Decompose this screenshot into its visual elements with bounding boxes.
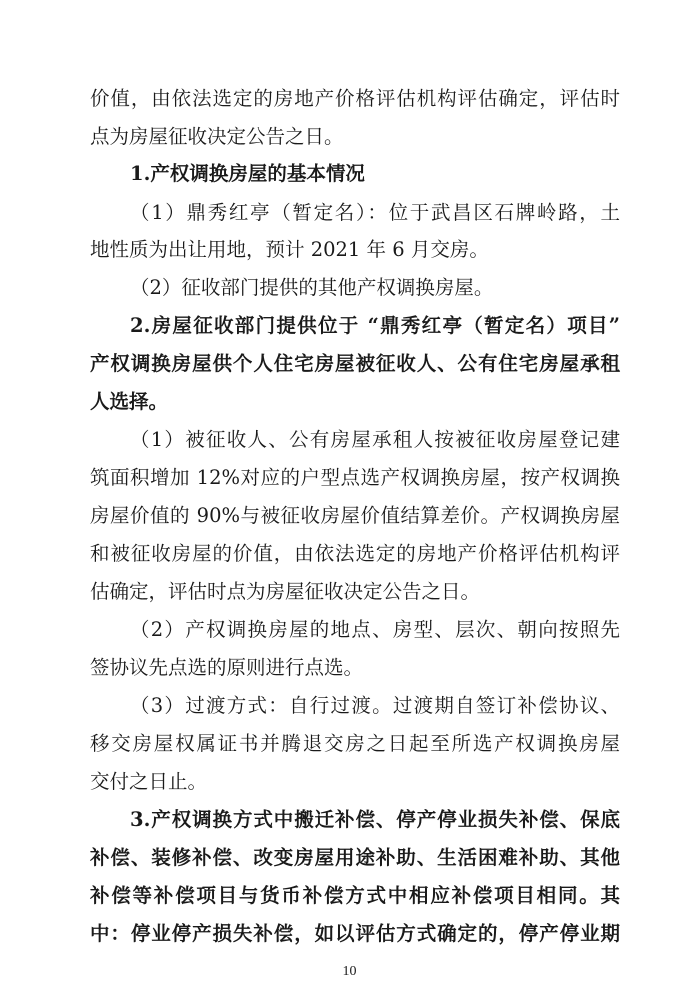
body-text-line: 点为房屋征收决定公告之日。 [90,125,344,148]
body-text-line: （1）被征收人、公有房屋承租人按被征收房屋登记建 [130,428,620,451]
section-heading: 中：停业停产损失补偿，如以评估方式确定的，停产停业期 [90,922,620,945]
page-number: 10 [342,964,357,979]
body-text-line: 估确定，评估时点为房屋征收决定公告之日。 [90,580,481,603]
section-heading: 补偿、装修补偿、改变房屋用途补助、生活困难补助、其他 [90,846,620,869]
body-text-line: 地性质为出让用地，预计 2021 年 6 月交房。 [90,238,489,261]
section-heading: 人选择。 [90,390,169,413]
body-text-line: 移交房屋权属证书并腾退交房之日起至所选产权调换房屋 [90,732,620,755]
section-heading: 2.房屋征收部门提供位于 “鼎秀红亭（暂定名）项目” [130,314,620,337]
body-text-line: （1）鼎秀红亭（暂定名）：位于武昌区石牌岭路，土 [130,201,620,224]
body-text-line: （2）征收部门提供的其他产权调换房屋。 [130,276,494,299]
body-text-line: 和被征收房屋的价值，由依法选定的房地产价格评估机构评 [90,542,620,565]
section-heading: 1.产权调换房屋的基本情况 [130,162,365,185]
section-heading: 产权调换房屋供个人住宅房屋被征收人、公有住宅房屋承租 [90,352,620,375]
section-heading: 补偿等补偿项目与货币补偿方式中相应补偿项目相同。其 [90,884,620,907]
body-text-line: 价值，由依法选定的房地产价格评估机构评估确定，评估时 [90,87,620,110]
section-heading: 3.产权调换方式中搬迁补偿、停产停业损失补偿、保底 [130,808,620,831]
body-text-line: 签协议先点选的原则进行点选。 [90,656,364,679]
body-text-line: 房屋价值的 90%与被征收房屋价值结算差价。产权调换房屋 [90,504,620,527]
body-text-line: （2）产权调换房屋的地点、房型、层次、朝向按照先 [130,618,620,641]
body-text-line: 筑面积增加 12%对应的户型点选产权调换房屋，按产权调换 [90,466,620,489]
body-text-line: （3）过渡方式：自行过渡。过渡期自签订补偿协议、 [130,694,620,717]
body-text-line: 交付之日止。 [90,770,208,793]
